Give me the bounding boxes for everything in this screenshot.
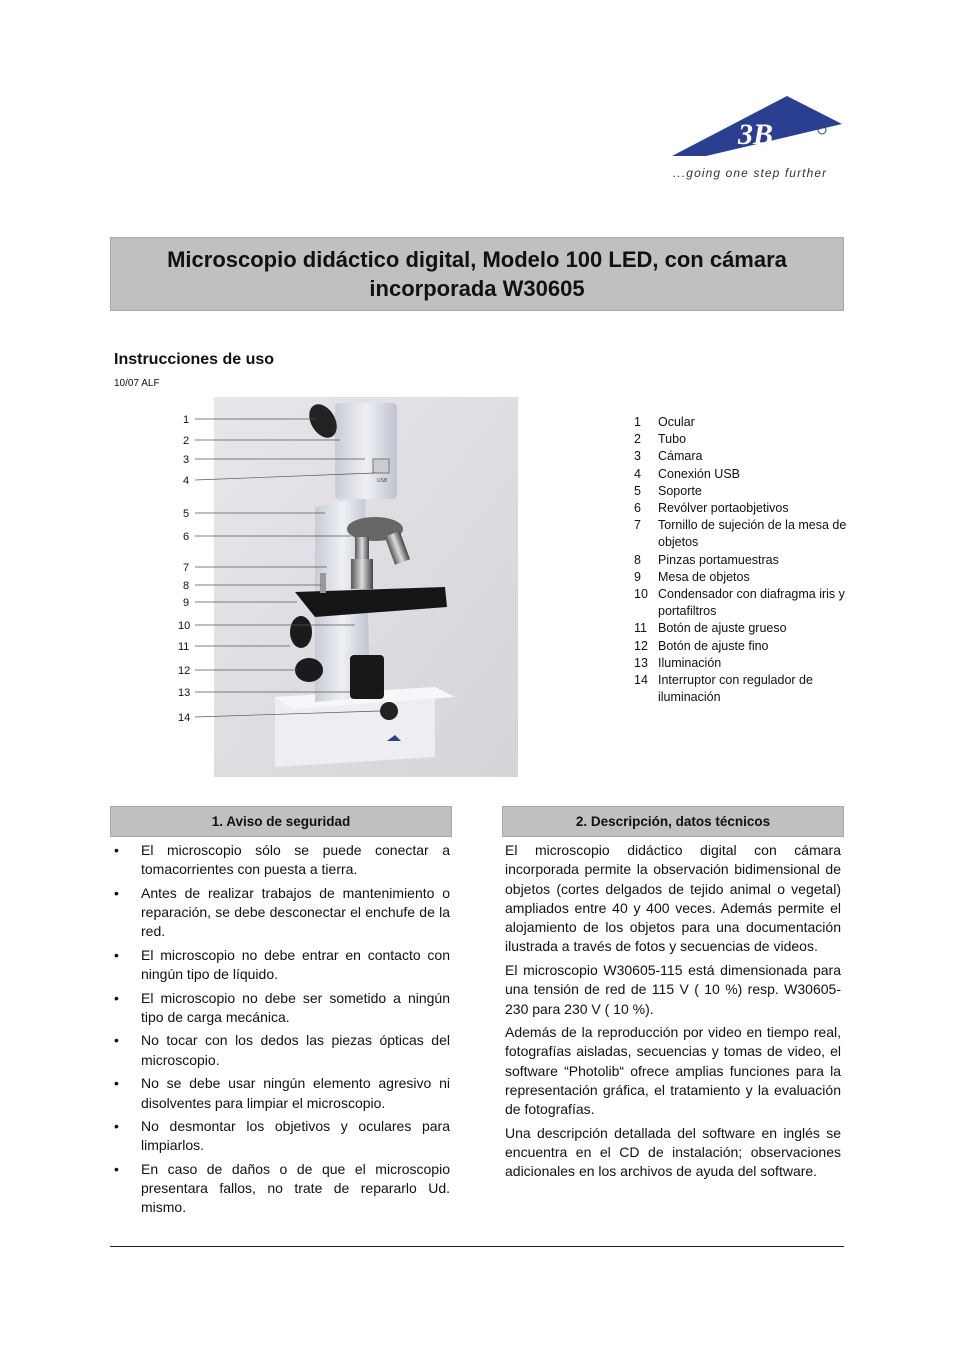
logo-brand-text: 3B	[738, 118, 774, 151]
safety-list	[110, 841, 450, 1222]
callout-6: 6	[183, 531, 190, 543]
legend-item: 10 Condensador con diafragma iris y portafiltros	[634, 587, 845, 619]
callout-11: 11	[178, 641, 190, 653]
list-item: • El microscopio no debe ser sometido a ningún tipo de carga mecánica.	[110, 989, 450, 1028]
list-item: • No se debe usar ningún elemento agresivo ni disolventes para limpiar el microscopio.	[110, 1074, 450, 1113]
list-item: • Antes de realizar trabajos de mantenimiento o reparación, se debe desconectar el enchufe de la red.	[110, 884, 450, 942]
legend-item: 2 Tubo	[634, 432, 687, 447]
legend-item: 6 Revólver portaobjetivos	[634, 501, 789, 516]
callout-10: 10	[178, 620, 191, 632]
list-item: • El microscopio sólo se puede conectar a tomacorrientes con puesta a tierra.	[110, 841, 450, 880]
footer-divider	[110, 1246, 844, 1247]
callout-7: 7	[183, 562, 190, 574]
callout-2: 2	[183, 435, 190, 447]
callout-4: 4	[183, 475, 190, 487]
bullet-icon: •	[114, 1160, 119, 1177]
legend-item: 1 Ocular	[634, 415, 695, 429]
bullet-icon: •	[114, 1075, 119, 1092]
legend-item: 8 Pinzas portamuestras	[634, 552, 779, 567]
list-item: • No tocar con los dedos las piezas ópticas del microscopio.	[110, 1031, 450, 1070]
legend-item: 11 Botón de ajuste grueso	[634, 621, 787, 636]
legend-item: 3 Cámara	[634, 449, 703, 464]
usb-label: USB	[377, 478, 388, 484]
bullet-icon: •	[114, 946, 119, 963]
title-box	[110, 237, 844, 311]
legend-item: 13 Iluminación	[634, 655, 722, 670]
legend-item: 4 Conexión USB	[634, 466, 740, 481]
bullet-icon: •	[114, 1032, 119, 1049]
list-item: • En caso de daños o de que el microscopio presentara fallos, no trate de repararlo Ud. mismo.	[110, 1160, 450, 1218]
legend-item: 9 Mesa de objetos	[634, 569, 750, 584]
document-code: 10/07 ALF	[114, 378, 160, 389]
legend-item: 14 Interruptor con regulador de iluminación	[634, 673, 813, 705]
legend-item: 5 Soporte	[634, 483, 702, 498]
callout-12: 12	[178, 665, 191, 677]
callout-14: 14	[178, 712, 191, 724]
parts-legend	[634, 414, 849, 706]
callout-13: 13	[178, 687, 191, 699]
page-title: Microscopio didáctico digital, Modelo 100 LED, con cámara incorporada W30605	[167, 247, 787, 301]
section-heading-safety: 1. Aviso de seguridad	[110, 806, 452, 837]
logo-tagline: ...going one step further	[673, 166, 828, 180]
callout-3: 3	[183, 454, 190, 466]
legend-item: 7 Tornillo de sujeción de la mesa de objetos	[634, 518, 847, 550]
description-paragraph: El microscopio didáctico digital con cámara incorporada permite la observación bidimensional de objetos (cortes delgados de tejido animal o vegetal) ampliados entre 40 y 400 veces. Además permite el alojamiento de los objetos para una documentación ilustrada a través de fotos y secuencias de videos.	[505, 842, 841, 955]
callout-8: 8	[183, 580, 190, 592]
bullet-icon: •	[114, 1117, 119, 1134]
list-item: • El microscopio no debe entrar en contacto con ningún tipo de líquido.	[110, 946, 450, 985]
description-paragraph: Además de la reproducción por video en tiempo real, fotografías aisladas, secuencias y tomas de video, el software “Photolib“ ofrece amplias funciones para la representación gráfica, el tratamiento y la evaluación de fotografías.	[505, 1024, 841, 1118]
bullet-icon: •	[114, 989, 119, 1006]
legend-item: 12 Botón de ajuste fino	[634, 638, 769, 653]
callout-5: 5	[183, 508, 190, 520]
description-text	[505, 841, 841, 1186]
microscope-figure	[175, 397, 518, 777]
bullet-icon: •	[114, 884, 119, 901]
callout-9: 9	[183, 597, 190, 609]
bullet-icon: •	[114, 842, 119, 858]
description-paragraph: El microscopio W30605-115 está dimensionada para una tensión de red de 115 V ( 10 %) resp. W30605-230 para 230 V ( 10 %).	[505, 961, 841, 1017]
page-subtitle: Instrucciones de uso	[114, 351, 275, 368]
callout-1: 1	[183, 414, 190, 426]
section-heading-description: 2. Descripción, datos técnicos	[502, 806, 844, 837]
list-item: • No desmontar los objetivos y oculares para limpiarlos.	[110, 1117, 450, 1156]
description-paragraph: Una descripción detallada del software en inglés se encuentra en el CD de instalación; observaciones adicionales en los archivos de ayuda del software.	[505, 1124, 841, 1180]
